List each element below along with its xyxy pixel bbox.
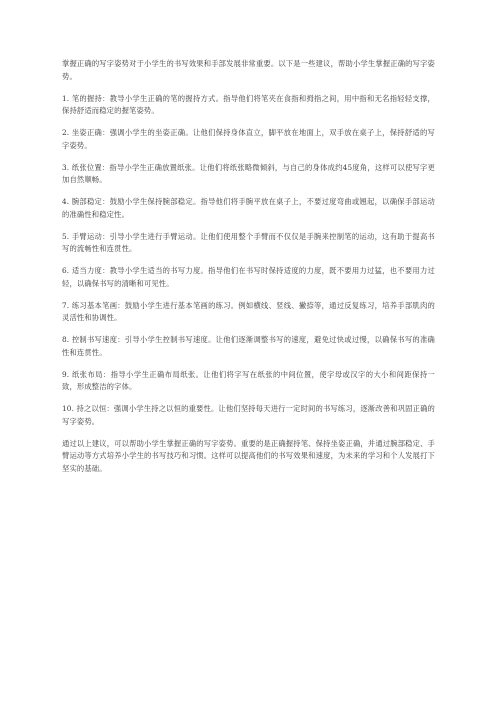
- intro-paragraph: 掌握正确的写字姿势对于小学生的书写效果和手部发展非常重要。以下是一些建议，帮助小学生掌握正确的写字姿势。: [62, 59, 435, 81]
- tip-item-2: 2. 坐姿正确：强调小学生的坐姿正确。让他们保持身体直立，脚平放在地面上，双手放在桌子上，保持舒适的写字姿势。: [62, 128, 435, 150]
- tip-item-5: 5. 手臂运动：引导小学生进行手臂运动。让他们使用整个手臂而不仅仅是手腕来控制笔的运动，这有助于提高书写的流畅性和连贯性。: [62, 231, 435, 253]
- tip-item-4: 4. 腕部稳定：鼓励小学生保持腕部稳定。指导他们将手腕平放在桌子上，不要过度弯曲或翘起，以确保手部运动的准确性和稳定性。: [62, 197, 435, 219]
- tip-item-10: 10. 持之以恒：强调小学生持之以恒的重要性。让他们坚持每天进行一定时间的书写练习，逐渐改善和巩固正确的写字姿势。: [62, 404, 435, 426]
- document-page: [62, 58, 435, 485]
- tip-item-6: 6. 适当力度：教导小学生适当的书写力度。指导他们在书写时保持适度的力度，既不要用力过猛，也不要用力过轻，以确保书写的清晰和可见性。: [62, 266, 435, 288]
- tip-item-1: 1. 笔的握持：教导小学生正确的笔的握持方式。指导他们将笔夹在食指和拇指之间，用中指和无名指轻轻支撑，保持舒适而稳定的握笔姿势。: [62, 93, 435, 115]
- tip-item-7: 7. 练习基本笔画：鼓励小学生进行基本笔画的练习。例如横线、竖线、撇捺等，通过反复练习，培养手部肌肉的灵活性和协调性。: [62, 300, 435, 322]
- tip-item-9: 9. 纸张布局：指导小学生正确布局纸张。让他们将字写在纸张的中间位置，使字母或汉字的大小和间距保持一致，形成整洁的字体。: [62, 369, 435, 391]
- tip-item-3: 3. 纸张位置：指导小学生正确放置纸张。让他们将纸张略微倾斜，与自己的身体成约45度角，这样可以使写字更加自然顺畅。: [62, 162, 435, 184]
- tip-item-8: 8. 控制书写速度：引导小学生控制书写速度。让他们逐渐调整书写的速度，避免过快或过慢，以确保书写的准确性和连贯性。: [62, 335, 435, 357]
- conclusion-paragraph: 通过以上建议，可以帮助小学生掌握正确的写字姿势。重要的是正确握持笔、保持坐姿正确，并通过腕部稳定、手臂运动等方式培养小学生的书写技巧和习惯。这样可以提高他们的书写效果和速度，为未来的学习和个人发展打下坚实的基础。: [62, 438, 435, 473]
